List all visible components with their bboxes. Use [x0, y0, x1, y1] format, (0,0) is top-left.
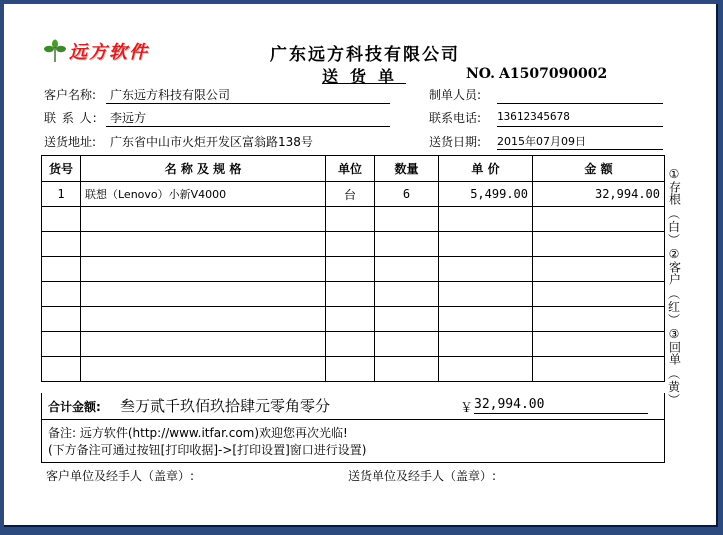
table-row	[42, 357, 665, 382]
cell-unit-price	[439, 307, 533, 332]
copy-number: ①	[668, 167, 680, 181]
cell-name-spec	[81, 257, 326, 282]
table-row	[42, 282, 665, 307]
copy-name	[667, 261, 681, 288]
cell-amount	[533, 357, 665, 382]
document-title: 送货单	[322, 67, 407, 86]
table-row	[42, 182, 665, 207]
cell-unit-price	[439, 257, 533, 282]
total-label: 合计金额:	[48, 400, 101, 414]
copy-color: ︵ 红 ︶	[667, 287, 680, 327]
total-row	[41, 393, 665, 420]
sprout-icon	[44, 39, 66, 63]
customer-name-value: 广东远方科技有限公司	[110, 88, 231, 102]
cell-quantity	[375, 232, 439, 257]
col-header-quantity: 数量	[375, 156, 439, 182]
remarks-box	[41, 419, 665, 463]
cell-item-no	[42, 232, 81, 257]
cell-name-spec	[81, 232, 326, 257]
cell-item-no	[42, 307, 81, 332]
table-row	[42, 307, 665, 332]
date-label: 送货日期:	[429, 135, 482, 149]
contact-label: 联 系 人:	[44, 111, 98, 125]
cell-item-no	[42, 357, 81, 382]
contact-underline	[106, 126, 390, 127]
cell-name-spec	[81, 307, 326, 332]
copy-label-customer	[667, 248, 681, 327]
total-in-words: 叁万贰千玖佰玖拾肆元零角零分	[120, 397, 331, 415]
cell-unit	[326, 332, 375, 357]
copy-color-text: 黄	[667, 380, 680, 394]
table-row	[42, 332, 665, 357]
copy-color: ︵ 黄 ︶	[667, 367, 680, 407]
customer-name-underline	[106, 103, 390, 104]
copy-name	[667, 181, 681, 208]
table-row	[42, 232, 665, 257]
cell-quantity	[375, 332, 439, 357]
currency-symbol: ￥	[460, 401, 474, 416]
copy-name-text: 回单	[667, 341, 682, 365]
doc-number: A1507090002	[499, 66, 608, 82]
copy-number: ②	[668, 247, 680, 261]
sender-signature-label: 送货单位及经手人（盖章）:	[348, 469, 497, 483]
cell-item-no	[42, 282, 81, 307]
company-name: 广东远方科技有限公司	[270, 45, 460, 65]
cell-amount	[533, 207, 665, 232]
copy-name-text: 客户	[667, 261, 682, 285]
cell-name-spec	[81, 332, 326, 357]
cell-amount: 32,994.00	[533, 182, 665, 207]
preparer-label: 制单人员:	[429, 88, 482, 102]
copy-label-stub	[667, 168, 681, 247]
contact-value: 李远方	[110, 111, 147, 125]
col-header-unit: 单位	[326, 156, 375, 182]
cell-name-spec: 联想（Lenovo）小新V4000	[81, 182, 326, 207]
total-amount-underline	[474, 413, 648, 414]
remarks-line-1: 备注: 远方软件(http://www.itfar.com)欢迎您再次光临!	[48, 426, 348, 440]
cell-quantity	[375, 307, 439, 332]
cell-unit-price	[439, 332, 533, 357]
cell-unit-price: 5,499.00	[439, 182, 533, 207]
cell-amount	[533, 257, 665, 282]
cell-item-no	[42, 257, 81, 282]
cell-item-no	[42, 332, 81, 357]
company-logo	[44, 38, 149, 64]
cell-unit	[326, 257, 375, 282]
cell-item-no	[42, 207, 81, 232]
cell-name-spec	[81, 207, 326, 232]
total-amount: 32,994.00	[474, 397, 545, 412]
date-underline	[497, 149, 663, 150]
col-header-amount: 金 额	[533, 156, 665, 182]
cell-unit	[326, 307, 375, 332]
table-row	[42, 207, 665, 232]
phone-underline	[497, 126, 663, 127]
cell-unit	[326, 232, 375, 257]
copy-color-text: 白	[667, 220, 680, 234]
cell-item-no: 1	[42, 182, 81, 207]
cell-amount	[533, 307, 665, 332]
cell-unit: 台	[326, 182, 375, 207]
col-header-item-no: 货号	[42, 156, 81, 182]
copy-color-text: 红	[667, 300, 680, 314]
preparer-underline	[497, 103, 663, 104]
copy-name	[667, 341, 681, 368]
cell-unit-price	[439, 282, 533, 307]
cell-quantity	[375, 282, 439, 307]
copy-number: ③	[668, 327, 680, 341]
customer-name-label: 客户名称:	[44, 88, 97, 102]
copy-name-text: 存根	[667, 181, 682, 205]
cell-unit-price	[439, 232, 533, 257]
cell-quantity	[375, 207, 439, 232]
doc-number-label: NO.	[466, 66, 496, 82]
cell-unit	[326, 207, 375, 232]
cell-unit-price	[439, 207, 533, 232]
table-row	[42, 257, 665, 282]
address-label: 送货地址:	[44, 135, 97, 149]
cell-name-spec	[81, 282, 326, 307]
items-table	[41, 155, 665, 382]
col-header-name-spec: 名 称 及 规 格	[81, 156, 326, 182]
date-value: 2015年07月09日	[497, 135, 586, 148]
remarks-line-2: (下方备注可通过按钮[打印收据]->[打印设置]窗口进行设置)	[48, 443, 367, 457]
copy-label-receipt	[667, 328, 681, 407]
cell-amount	[533, 282, 665, 307]
copy-color: ︵ 白 ︶	[667, 207, 680, 247]
logo-text: 远方软件	[69, 42, 149, 63]
cell-unit	[326, 282, 375, 307]
table-header-row	[42, 156, 665, 182]
cell-unit-price	[439, 357, 533, 382]
phone-value: 13612345678	[497, 110, 570, 123]
cell-amount	[533, 232, 665, 257]
cell-quantity	[375, 357, 439, 382]
col-header-unit-price: 单 价	[439, 156, 533, 182]
cell-unit	[326, 357, 375, 382]
cell-quantity	[375, 257, 439, 282]
phone-label: 联系电话:	[429, 111, 482, 125]
customer-signature-label: 客户单位及经手人（盖章）:	[46, 469, 195, 483]
cell-amount	[533, 332, 665, 357]
address-value: 广东省中山市火炬开发区富翁路138号	[110, 135, 313, 149]
cell-name-spec	[81, 357, 326, 382]
cell-quantity: 6	[375, 182, 439, 207]
